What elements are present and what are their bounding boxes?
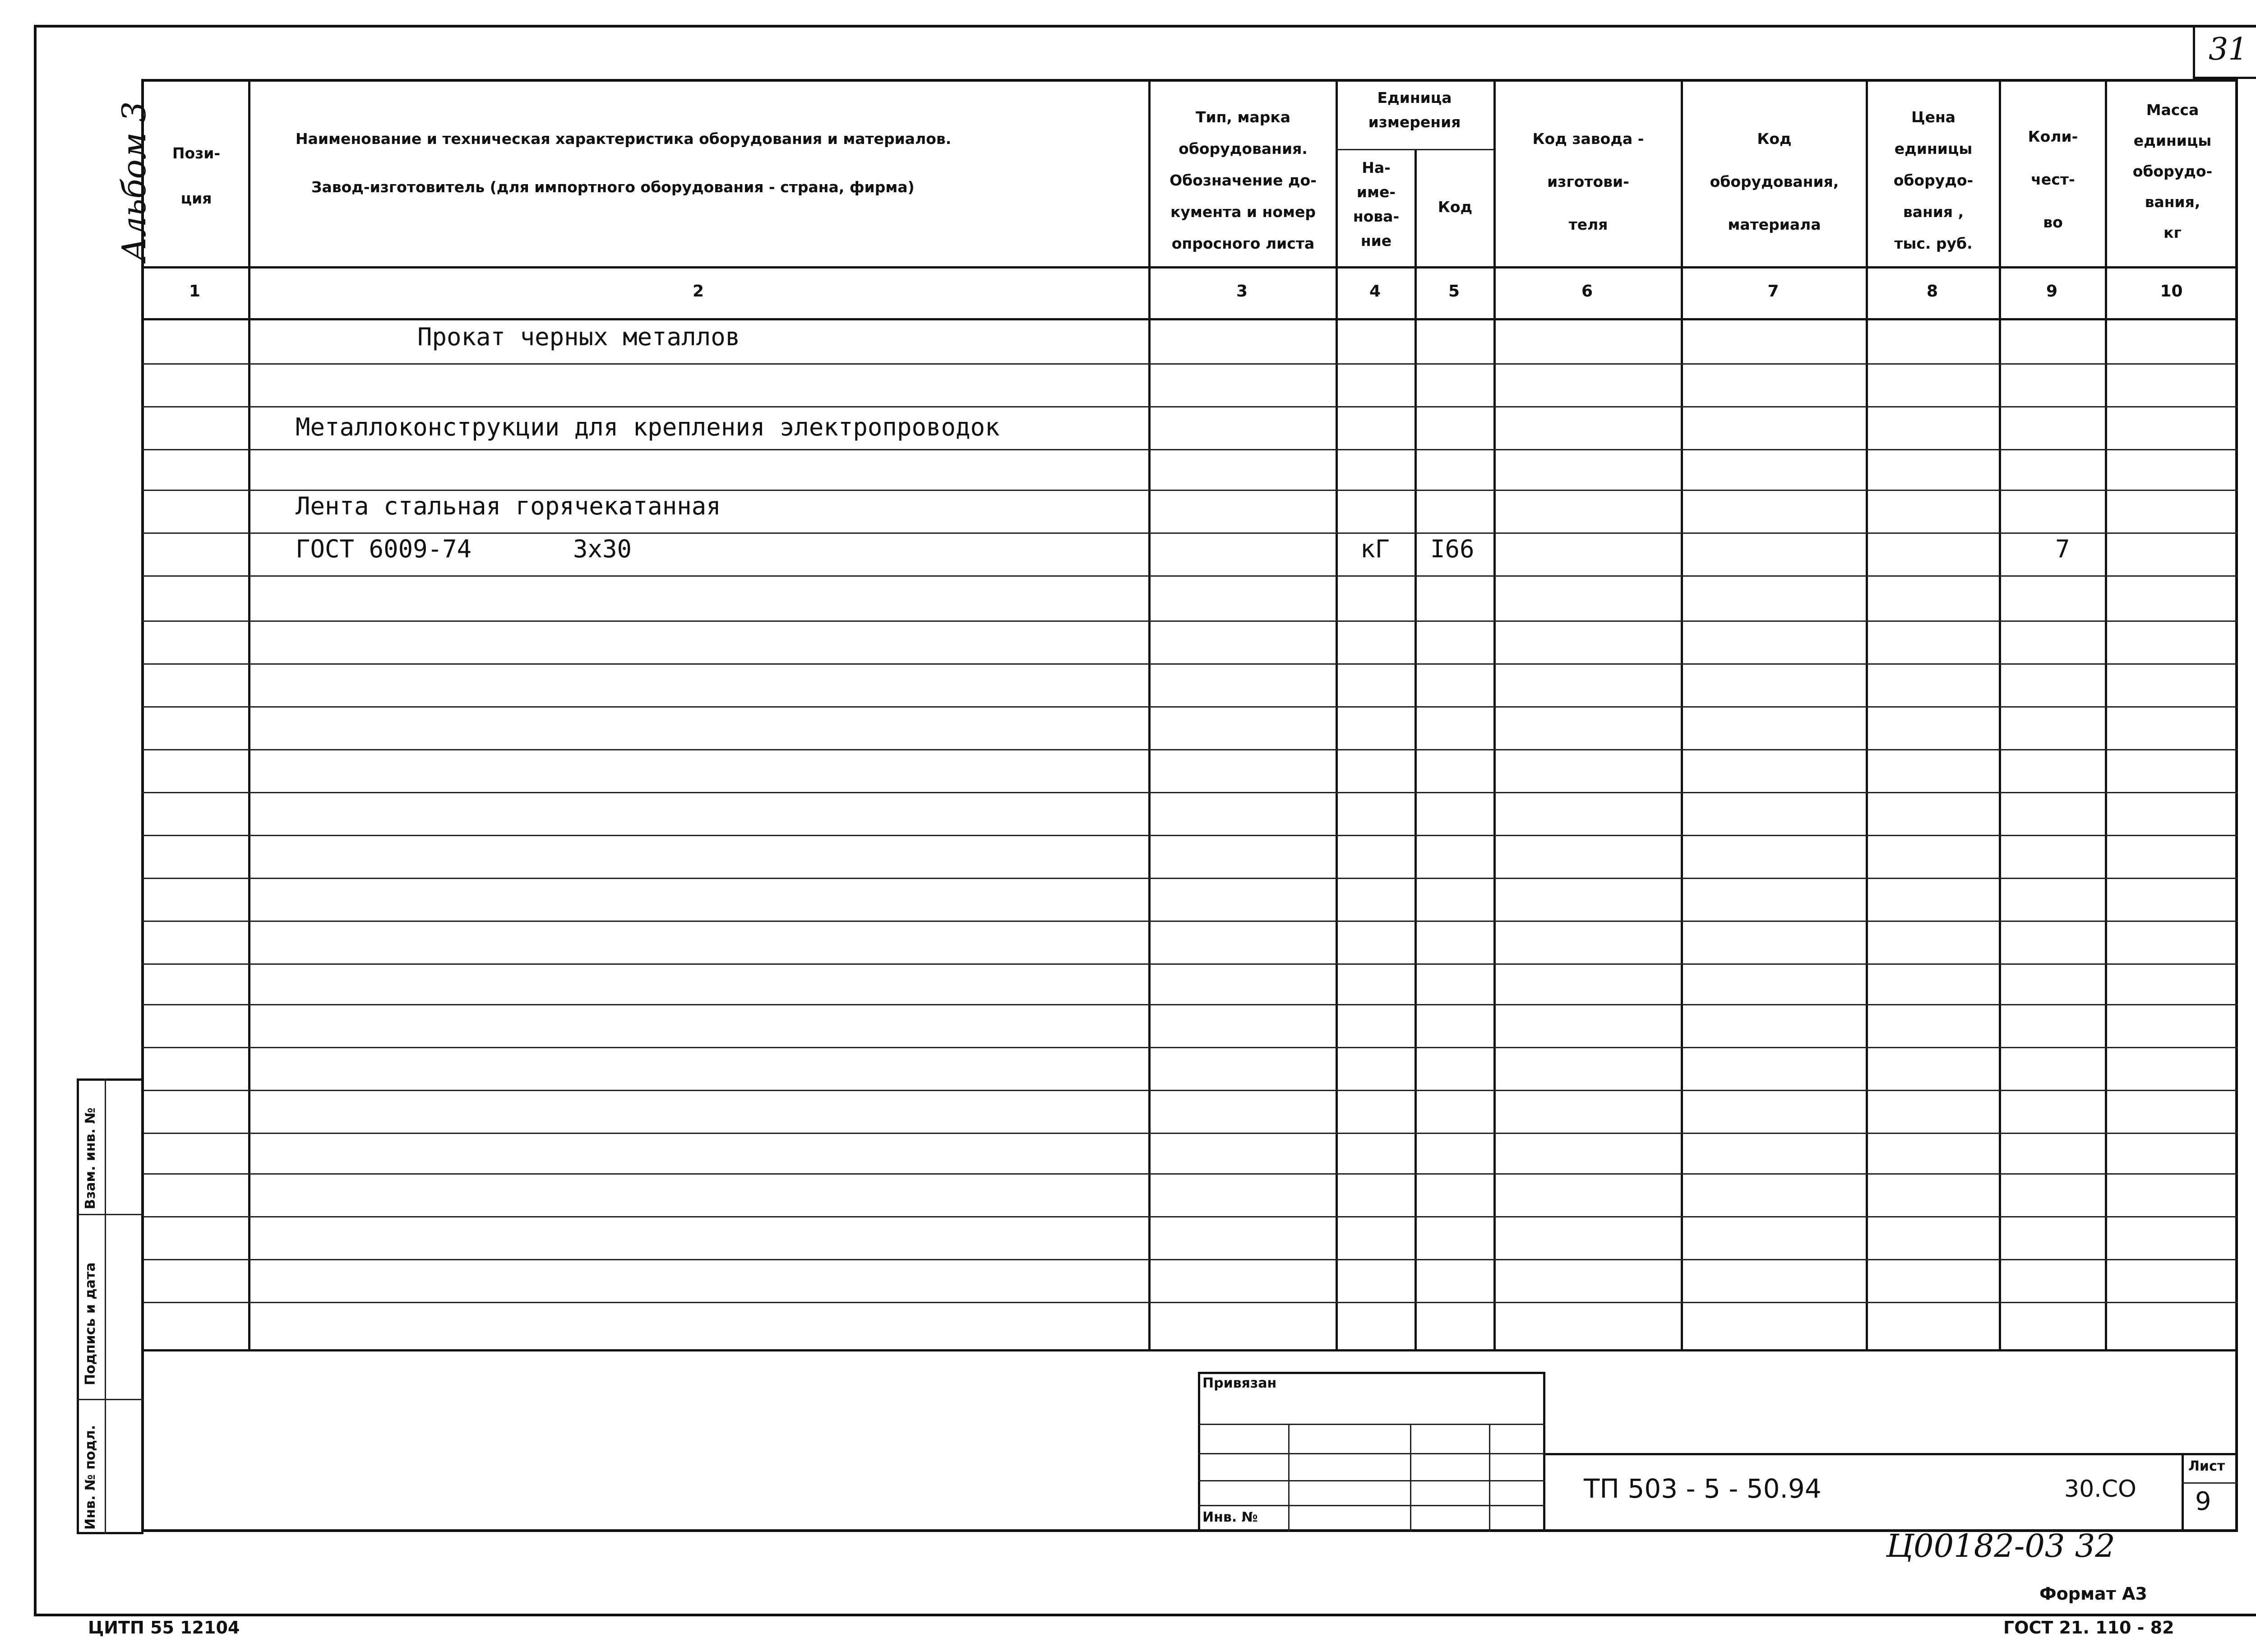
row-rule [141,835,2238,836]
row-rule [141,878,2238,879]
privyazan-vline-3 [1489,1424,1490,1532]
colnum-2: 2 [692,282,704,301]
page-number-corner: 31 [2209,32,2248,67]
header-col10: Масса единицы оборудо- вания, кг [2132,101,2213,241]
title-block-top [1545,1453,2238,1455]
colnum-6: 6 [1581,282,1593,301]
row-rule [141,1004,2238,1005]
col-line-3 [1336,79,1338,1351]
list-box-divider [2182,1482,2238,1484]
privyazan-line-3 [1198,1480,1545,1481]
privyazan-vline-2 [1410,1424,1411,1532]
header-col9: Коли- чест- во [2028,128,2078,231]
list-value: 9 [2195,1487,2211,1516]
row-rule [141,1216,2238,1217]
row-6-size: 3х30 [573,535,632,563]
colnum-3: 3 [1236,282,1248,301]
colnum-7: 7 [1767,282,1779,301]
printer-label: ЦИТП 55 12104 [88,1618,240,1638]
row-rule [141,1259,2238,1260]
row-6-unit: кГ [1360,535,1390,563]
section-code: 30.СО [2064,1476,2136,1503]
header-col1: Пози- ция [172,144,221,207]
row-rule [141,921,2238,922]
col-line-5 [1493,79,1496,1351]
handwritten-code: Ц00182-03 32 [1886,1527,2115,1564]
row-rule [141,490,2238,491]
unit-group-divider [1336,149,1493,150]
privyazan-label: Привязан [1202,1375,1277,1391]
col-line-8 [1999,79,2001,1351]
col-line-7 [1866,79,1868,1351]
row-rule [141,749,2238,750]
row-1-name: Прокат черных металлов [417,323,740,351]
table-body-bottom [141,1349,2238,1351]
privyazan-line-2 [1198,1453,1545,1454]
format-label: Формат А3 [2039,1584,2147,1604]
header-col6: Код завода - изготови- теля [1532,130,1644,233]
side-stamp-divider [105,1078,106,1534]
colnum-9: 9 [2046,282,2058,301]
row-rule [141,1090,2238,1091]
row-rule [141,620,2238,622]
row-rule [141,663,2238,665]
col-line-9 [2105,79,2107,1351]
row-3-name: Металлоконструкции для крепления электропроводок [296,413,1000,441]
row-rule [141,363,2238,365]
number-row-divider [141,318,2238,320]
colnum-4: 4 [1369,282,1381,301]
album-label: Альбом 3 [115,101,153,262]
row-rule [141,1047,2238,1048]
header-col4: На- име- нова- ние [1353,159,1400,250]
colnum-8: 8 [1926,282,1938,301]
row-rule [141,406,2238,407]
row-rule [141,963,2238,965]
privyazan-box [1198,1372,1545,1532]
header-col8: Цена единицы оборудо- вания , тыс. руб. [1893,108,1974,252]
row-rule [141,449,2238,450]
side-label-podpis: Подпись и дата [83,1262,98,1385]
gost-label: ГОСТ 21. 110 - 82 [2003,1618,2174,1638]
side-label-inv: Инв. № подл. [83,1425,98,1530]
header-col5: Код [1438,198,1473,216]
privyazan-vline-1 [1288,1424,1290,1532]
header-divider [141,266,2238,268]
list-label: Лист [2188,1458,2225,1474]
row-rule [141,1302,2238,1303]
header-col2-line2: Завод-изготовитель (для импортного оборудования - страна, фирма) [311,178,915,196]
row-rule [141,1173,2238,1175]
row-rule [141,575,2238,577]
colnum-5: 5 [1448,282,1460,301]
row-rule [141,1133,2238,1134]
side-stamp-line-2 [77,1399,143,1400]
col-line-6 [1681,79,1683,1351]
col-line-2 [1148,79,1151,1351]
side-stamp-line-1 [77,1214,143,1215]
row-5-name: Лента стальная горячекатанная [296,492,721,520]
row-rule [141,532,2238,534]
header-col2-line1: Наименование и техническая характеристика оборудования и материалов. [296,130,952,148]
colnum-1: 1 [189,282,201,301]
inv-no-label: Инв. № [1202,1509,1258,1525]
header-col3: Тип, марка оборудования. Обозначение до- кумента и номер опросного листа [1170,108,1317,252]
row-rule [141,706,2238,708]
side-label-vzam: Взам. инв. № [83,1107,98,1209]
doc-code: ТП 503 - 5 - 50.94 [1584,1473,1821,1504]
row-6-name: ГОСТ 6009-74 [296,535,472,563]
privyazan-line-4 [1198,1505,1545,1506]
header-col7: Код оборудования, материала [1710,130,1839,233]
row-rule [141,792,2238,793]
col-line-1 [248,79,250,1351]
colnum-10: 10 [2160,282,2183,301]
row-6-code: I66 [1430,535,1475,563]
row-6-qty: 7 [2055,535,2070,563]
privyazan-line-1 [1198,1424,1545,1425]
header-unit-group: Единица измерения [1368,89,1461,131]
